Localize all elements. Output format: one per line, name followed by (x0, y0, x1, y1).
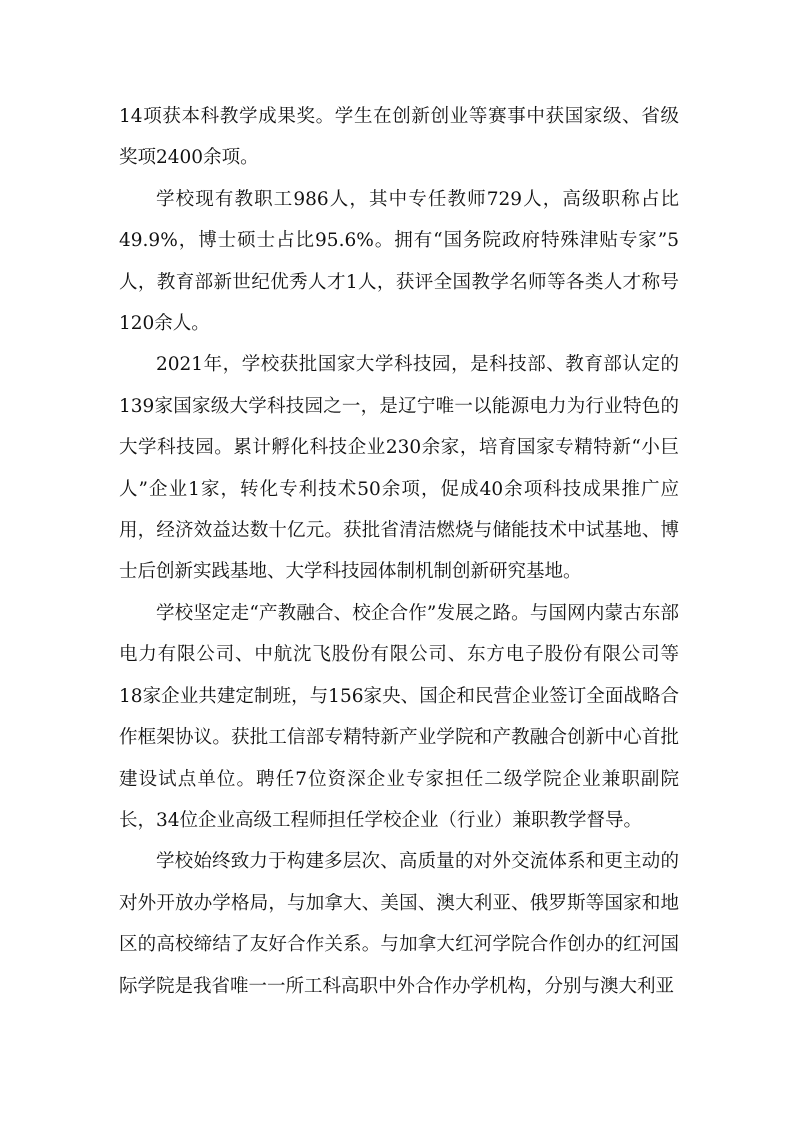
paragraph-industry-cooperation: 学校坚定走“产教融合、校企合作”发展之路。与国网内蒙古东部电力有限公司、中航沈飞股份有限公司、东方电子股份有限公司等18家企业共建定制班，与156家央、国企和民营企业签订全面战略合作框架协议。获批工信部专精特新产业学院和产教融合创新中心首批建设试点单位。聘任7位资深企业专家担任二级学院企业兼职副院长，34位企业高级工程师担任学校企业（行业）兼职教学督导。 (119, 602, 679, 831)
paragraph-science-park: 2021年，学校获批国家大学科技园，是科技部、教育部认定的139家国家级大学科技园之一，是辽宁唯一以能源电力为行业特色的大学科技园。累计孵化科技企业230余家，培育国家专精特新“小巨人”企业1家，转化专利技术50余项，促成40余项科技成果推广应用，经济效益达数十亿元。获批省清洁燃烧与储能技术中试基地、博士后创新实践基地、大学科技园体制机制创新研究基地。 (119, 354, 679, 583)
paragraph-faculty: 学校现有教职工986人，其中专任教师729人，高级职称占比49.9%，博士硕士占比95.6%。拥有“国务院政府特殊津贴专家”5人，教育部新世纪优秀人才1人，获评全国教学名师等各类人才称号120余人。 (119, 188, 679, 335)
body-text (119, 96, 679, 1007)
paragraph-awards-continued: 14项获本科教学成果奖。学生在创新创业等赛事中获国家级、省级奖项2400余项。 (119, 106, 679, 169)
paragraph-international-exchange: 学校始终致力于构建多层次、高质量的对外交流体系和更主动的对外开放办学格局，与加拿大、美国、澳大利亚、俄罗斯等国家和地区的高校缔结了友好合作关系。与加拿大红河学院合作创办的红河国际学院是我省唯一一所工科高职中外合作办学机构，分别与澳大利亚 (119, 851, 679, 997)
